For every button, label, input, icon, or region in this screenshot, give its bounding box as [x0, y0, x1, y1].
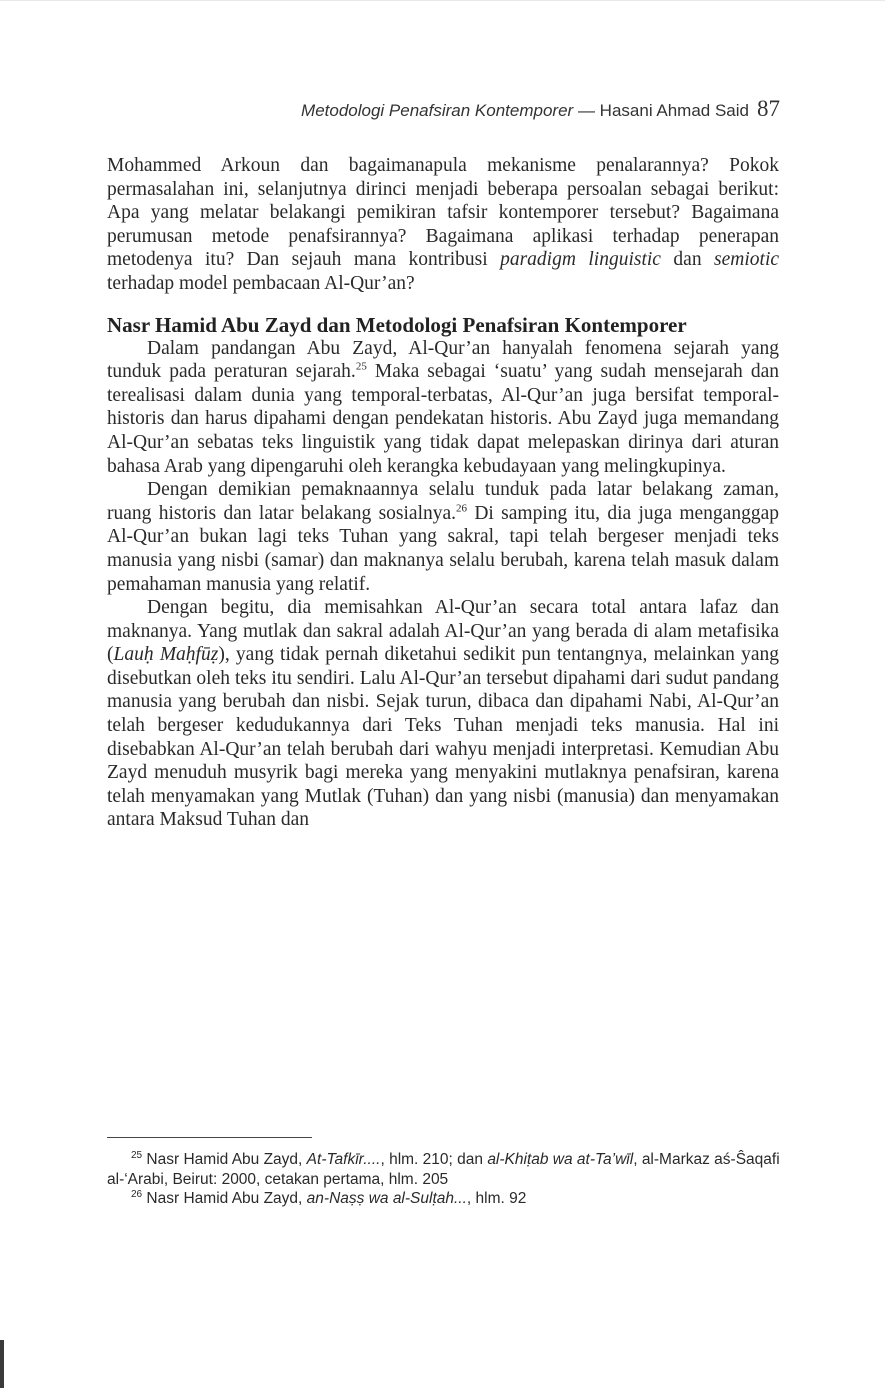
page-number: 87 [757, 96, 780, 121]
italic-term: semiotic [714, 249, 780, 271]
footnote-text: , al-Markaz aś-Ŝaqafi al-‘Arabi, Beirut: 2000, cetakan pertama, hlm. 205 [107, 1151, 780, 1188]
footnote-ref-26: 26 [456, 502, 468, 515]
paragraph-text: terhadap model pembacaan Al-Qur’an? [107, 272, 415, 294]
footnote-text: , hlm. 210; dan [380, 1151, 488, 1168]
paragraph-text: Mohammed Arkoun dan bagaimanapula mekanisme penalarannya? Pokok permasalahan ini, selanjutnya dirinci menjadi beberapa persoalan sebagai berikut: Apa yang melatar belakangi pemikiran tafsir kontemporer tersebut? Bagaimana perumusan metode penafsirannya? Bagaimana aplikasi terhadap penerapan metodenya itu? Dan sejauh mana kontribusi [107, 155, 779, 271]
footnote-text: , hlm. 92 [466, 1190, 527, 1207]
footnote-number: 25 [131, 1149, 143, 1161]
running-header-title: Metodologi Penafsiran Kontemporer [301, 101, 574, 120]
page-top-edge [0, 0, 885, 1]
footnote-text: Nasr Hamid Abu Zayd, [142, 1151, 307, 1168]
footnote-divider [107, 1137, 312, 1138]
paragraph-text: Maka sebagai ‘suatu’ yang sudah mensejarah dan terealisasi dalam dunia yang temporal-terbatas, Al-Qur’an juga bersifat temporal-historis dan harus dipahami dengan pendekatan historis. Abu Zayd juga memandang Al-Qur’an sebatas teks linguistik yang tidak dapat melepaskan dirinya dari aturan bahasa Arab yang dipengaruhi oleh kerangka kebudayaan yang melingkupinya. [107, 361, 779, 477]
footnote-title: an-Naṣṣ wa al-Sulṭah... [306, 1190, 467, 1207]
italic-term: paradigm linguistic [500, 249, 661, 271]
running-header-separator: — [573, 101, 600, 120]
paragraph-3 [107, 478, 779, 596]
footnote-25 [107, 1150, 787, 1189]
paragraph-4 [107, 596, 779, 832]
footnote-ref-25: 25 [355, 360, 367, 373]
paragraph-1 [107, 154, 779, 296]
paragraph-text: Dalam pandangan Abu Zayd, Al-Qur’an hanyalah fenomena sejarah yang tunduk pada peraturan sejarah. [107, 337, 779, 383]
footnote-title: al-Khiṭab wa at-Ta’wīl [487, 1151, 634, 1168]
footnote-number: 26 [131, 1188, 143, 1200]
running-header [110, 96, 780, 122]
running-header-author: Hasani Ahmad Said [599, 101, 749, 120]
paragraph-text: Di samping itu, dia juga menganggap Al-Qur’an bukan lagi teks Tuhan yang sakral, tapi telah bergeser menjadi teks manusia yang nisbi (samar) dan maknanya selalu berubah, karena telah masuk dalam pemahaman manusia yang relatif. [107, 502, 779, 595]
paragraph-text: Dengan begitu, dia memisahkan Al-Qur’an secara total antara lafaz dan maknanya. Yang mutlak dan sakral adalah Al-Qur’an yang berada di alam metafisika ( [107, 597, 779, 666]
footnote-text: Nasr Hamid Abu Zayd, [142, 1190, 307, 1207]
footnotes [107, 1150, 787, 1209]
paragraph-text: ), yang tidak pernah diketahui sedikit pun tentangnya, melainkan yang disebutkan oleh teks itu sendiri. Lalu Al-Qur’an tersebut dipahami dari sudut pandang manusia yang berubah dan nisbi. Sejak turun, dibaca dan dipahami Nabi, Al-Qur’an telah bergeser kedudukannya dari Teks Tuhan menjadi teks manusia. Hal ini disebabkan Al-Qur’an telah berubah dari wahyu menjadi interpretasi. Kemudian Abu Zayd menuduh musyrik bagi mereka yang menyakini mutlaknya penafsiran, karena telah menyamakan yang Mutlak (Tuhan) dan yang nisbi (manusia) dan menyamakan antara Maksud Tuhan dan [107, 644, 779, 831]
footnote-title: At-Tafkīr.... [306, 1151, 381, 1168]
main-text [107, 154, 779, 832]
scan-edge-mark [0, 1340, 4, 1388]
paragraph-2 [107, 337, 779, 479]
footnote-26 [107, 1189, 787, 1209]
paragraph-text: Dengan demikian pemaknaannya selalu tunduk pada latar belakang zaman, ruang historis dan latar belakang sosialnya. [107, 479, 779, 524]
paragraph-text: dan [660, 249, 715, 271]
italic-term: Lauḥ Maḥfūẓ [113, 644, 219, 666]
section-heading: Nasr Hamid Abu Zayd dan Metodologi Penafsiran Kontemporer [107, 312, 687, 337]
